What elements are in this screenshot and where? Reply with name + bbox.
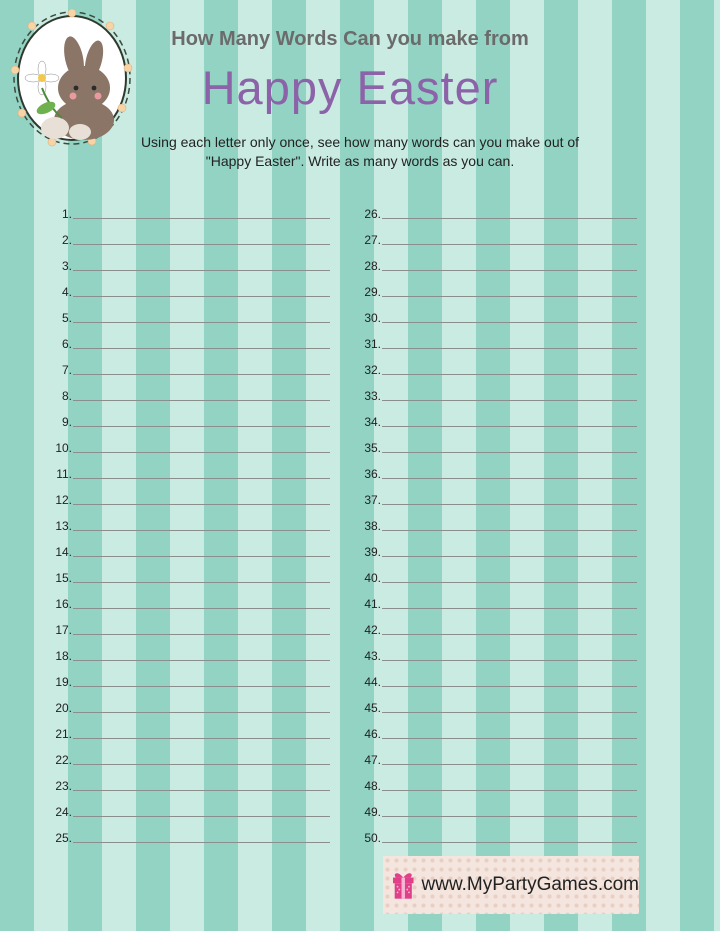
answer-line-number: 39. bbox=[364, 545, 381, 559]
answer-line-number: 8. bbox=[61, 389, 72, 403]
answer-line-number: 35. bbox=[364, 441, 381, 455]
answer-line[interactable] bbox=[355, 300, 637, 326]
website-url: www.MyPartyGames.com bbox=[421, 874, 639, 895]
answer-line-number: 20. bbox=[55, 701, 72, 715]
answer-line[interactable] bbox=[44, 274, 330, 300]
answer-line[interactable] bbox=[355, 274, 637, 300]
answer-line[interactable] bbox=[44, 482, 330, 508]
answer-line-number: 42. bbox=[364, 623, 381, 637]
answer-line-number: 5. bbox=[61, 311, 72, 325]
answer-line-number: 45. bbox=[364, 701, 381, 715]
answer-line[interactable] bbox=[355, 508, 637, 534]
answer-line-rule bbox=[382, 322, 637, 323]
answer-line[interactable] bbox=[355, 716, 637, 742]
answer-line-rule bbox=[382, 452, 637, 453]
answer-line-number: 3. bbox=[61, 259, 72, 273]
answer-line-number: 28. bbox=[364, 259, 381, 273]
answer-line-rule bbox=[382, 842, 637, 843]
answer-line-rule bbox=[73, 478, 330, 479]
answer-line-number: 14. bbox=[55, 545, 72, 559]
answer-line[interactable] bbox=[355, 664, 637, 690]
answer-line-rule bbox=[73, 764, 330, 765]
answer-line[interactable] bbox=[44, 690, 330, 716]
answer-column-left bbox=[44, 196, 330, 846]
answer-line-number: 26. bbox=[364, 207, 381, 221]
answer-line[interactable] bbox=[44, 560, 330, 586]
instructions bbox=[100, 133, 620, 171]
answer-line-number: 2. bbox=[61, 233, 72, 247]
answer-line[interactable] bbox=[44, 430, 330, 456]
answer-line[interactable] bbox=[44, 742, 330, 768]
answer-line-rule bbox=[382, 764, 637, 765]
answer-line-number: 16. bbox=[55, 597, 72, 611]
answer-line[interactable] bbox=[355, 222, 637, 248]
answer-line-rule bbox=[73, 348, 330, 349]
answer-line[interactable] bbox=[44, 664, 330, 690]
answer-line-rule bbox=[382, 348, 637, 349]
answer-line[interactable] bbox=[44, 820, 330, 846]
answer-line[interactable] bbox=[44, 638, 330, 664]
instructions-line-1: Using each letter only once, see how many words can you make out of bbox=[140, 134, 580, 150]
answer-line[interactable] bbox=[44, 768, 330, 794]
answer-line[interactable] bbox=[44, 300, 330, 326]
answer-line[interactable] bbox=[44, 716, 330, 742]
answer-line-rule bbox=[73, 608, 330, 609]
answer-line[interactable] bbox=[355, 430, 637, 456]
answer-line-number: 1. bbox=[61, 207, 72, 221]
answer-line[interactable] bbox=[44, 196, 330, 222]
answer-line-rule bbox=[382, 712, 637, 713]
answer-line[interactable] bbox=[355, 768, 637, 794]
answer-line[interactable] bbox=[355, 560, 637, 586]
answer-line-number: 19. bbox=[55, 675, 72, 689]
answer-line-number: 46. bbox=[364, 727, 381, 741]
answer-line-rule bbox=[382, 426, 637, 427]
answer-line-number: 6. bbox=[61, 337, 72, 351]
answer-line[interactable] bbox=[44, 508, 330, 534]
answer-line[interactable] bbox=[44, 612, 330, 638]
answer-line[interactable] bbox=[44, 404, 330, 430]
website-banner bbox=[383, 856, 639, 914]
answer-line-number: 47. bbox=[364, 753, 381, 767]
answer-line-number: 49. bbox=[364, 805, 381, 819]
answer-line-number: 13. bbox=[55, 519, 72, 533]
answer-line-rule bbox=[382, 816, 637, 817]
answer-line-rule bbox=[73, 556, 330, 557]
answer-line-number: 33. bbox=[364, 389, 381, 403]
answer-line-number: 40. bbox=[364, 571, 381, 585]
answer-line-rule bbox=[382, 530, 637, 531]
answer-line-number: 12. bbox=[55, 493, 72, 507]
answer-line-rule bbox=[73, 530, 330, 531]
answer-line-rule bbox=[382, 556, 637, 557]
answer-line-rule bbox=[382, 270, 637, 271]
answer-line-number: 43. bbox=[364, 649, 381, 663]
answer-line-rule bbox=[73, 790, 330, 791]
answer-line-rule bbox=[73, 582, 330, 583]
answer-line-rule bbox=[382, 244, 637, 245]
answer-line[interactable] bbox=[355, 586, 637, 612]
answer-line-rule bbox=[382, 686, 637, 687]
answer-line-number: 48. bbox=[364, 779, 381, 793]
answer-line[interactable] bbox=[44, 352, 330, 378]
answer-line-number: 29. bbox=[364, 285, 381, 299]
answer-line-rule bbox=[73, 296, 330, 297]
answer-line-rule bbox=[382, 374, 637, 375]
answer-line-number: 38. bbox=[364, 519, 381, 533]
answer-line-rule bbox=[382, 218, 637, 219]
answer-line-rule bbox=[73, 322, 330, 323]
answer-line[interactable] bbox=[355, 196, 637, 222]
answer-line-rule bbox=[73, 218, 330, 219]
answer-line-number: 37. bbox=[364, 493, 381, 507]
instructions-line-2: "Happy Easter". Write as many words as you can. bbox=[205, 153, 515, 169]
answer-line-number: 41. bbox=[364, 597, 381, 611]
answer-line-rule bbox=[73, 244, 330, 245]
answer-line-rule bbox=[382, 790, 637, 791]
answer-line[interactable] bbox=[355, 612, 637, 638]
answer-line-rule bbox=[73, 270, 330, 271]
answer-line[interactable] bbox=[355, 820, 637, 846]
answer-line-rule bbox=[382, 582, 637, 583]
answer-line[interactable] bbox=[44, 534, 330, 560]
answer-line-rule bbox=[73, 816, 330, 817]
answer-line[interactable] bbox=[355, 456, 637, 482]
answer-line-number: 25. bbox=[55, 831, 72, 845]
answer-line[interactable] bbox=[355, 482, 637, 508]
answer-line-rule bbox=[73, 374, 330, 375]
answer-line[interactable] bbox=[355, 534, 637, 560]
answer-line-number: 18. bbox=[55, 649, 72, 663]
answer-line-rule bbox=[73, 504, 330, 505]
answer-line-rule bbox=[73, 426, 330, 427]
answer-line-rule bbox=[73, 452, 330, 453]
answer-line-number: 9. bbox=[61, 415, 72, 429]
answer-line-rule bbox=[382, 400, 637, 401]
answer-line-number: 50. bbox=[364, 831, 381, 845]
answer-line[interactable] bbox=[355, 404, 637, 430]
answer-line[interactable] bbox=[44, 586, 330, 612]
answer-line[interactable] bbox=[44, 248, 330, 274]
answer-line-rule bbox=[382, 738, 637, 739]
answer-line-rule bbox=[382, 478, 637, 479]
answer-line[interactable] bbox=[44, 222, 330, 248]
answer-line-rule bbox=[73, 842, 330, 843]
answer-line-number: 17. bbox=[55, 623, 72, 637]
answer-line-rule bbox=[73, 712, 330, 713]
answer-line[interactable] bbox=[44, 326, 330, 352]
answer-line-rule bbox=[382, 608, 637, 609]
answer-line-number: 11. bbox=[56, 467, 72, 481]
page-subtitle: How Many Words Can you make from bbox=[171, 28, 529, 50]
answer-line[interactable] bbox=[355, 742, 637, 768]
answer-line[interactable] bbox=[355, 248, 637, 274]
answer-line-rule bbox=[382, 634, 637, 635]
answer-line-number: 32. bbox=[364, 363, 381, 377]
answer-line[interactable] bbox=[355, 352, 637, 378]
answer-line[interactable] bbox=[355, 690, 637, 716]
answer-line-number: 24. bbox=[55, 805, 72, 819]
answer-line-number: 30. bbox=[364, 311, 381, 325]
answer-line-number: 27. bbox=[364, 233, 381, 247]
answer-line-number: 4. bbox=[61, 285, 72, 299]
answer-column-right bbox=[355, 196, 637, 846]
answer-line-number: 15. bbox=[55, 571, 72, 585]
gift-box-icon bbox=[389, 856, 418, 914]
answer-line[interactable] bbox=[355, 326, 637, 352]
answer-line[interactable] bbox=[355, 794, 637, 820]
answer-line-number: 7. bbox=[61, 363, 72, 377]
answer-line[interactable] bbox=[44, 378, 330, 404]
answer-line-rule bbox=[382, 660, 637, 661]
answer-line-rule bbox=[382, 296, 637, 297]
answer-line-rule bbox=[382, 504, 637, 505]
answer-line-rule bbox=[73, 660, 330, 661]
answer-line[interactable] bbox=[44, 456, 330, 482]
answer-line-number: 10. bbox=[55, 441, 72, 455]
bunny-wreath-icon bbox=[10, 8, 135, 148]
answer-line-rule bbox=[73, 634, 330, 635]
page-title: Happy Easter bbox=[201, 61, 499, 114]
answer-line-number: 23. bbox=[55, 779, 72, 793]
answer-line[interactable] bbox=[355, 378, 637, 404]
answer-line-number: 34. bbox=[364, 415, 381, 429]
answer-line-number: 22. bbox=[55, 753, 72, 767]
answer-line-rule bbox=[73, 400, 330, 401]
answer-line[interactable] bbox=[355, 638, 637, 664]
answer-line-rule bbox=[73, 686, 330, 687]
answer-line[interactable] bbox=[44, 794, 330, 820]
answer-line-number: 44. bbox=[364, 675, 381, 689]
answer-line-number: 21. bbox=[55, 727, 72, 741]
answer-line-rule bbox=[73, 738, 330, 739]
answer-line-number: 31. bbox=[364, 337, 381, 351]
answer-line-number: 36. bbox=[364, 467, 381, 481]
